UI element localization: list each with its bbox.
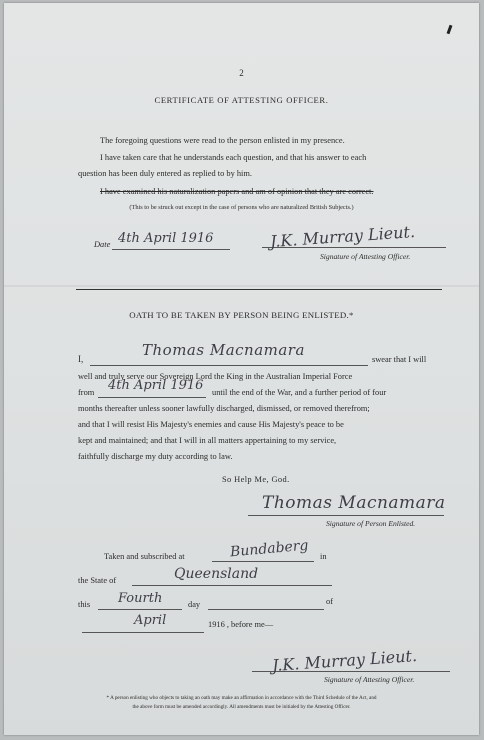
oath-line4: months thereafter unless sooner lawfully discharged, dismissed, or removed therefrom; — [78, 404, 370, 413]
from-date: 4th April 1916 — [108, 378, 204, 393]
month-value-line — [82, 632, 204, 633]
date-line — [112, 249, 230, 250]
section-divider — [76, 289, 442, 290]
oath-line2: well and truly serve our Sovereign Lord the King in the Australian Imperial Force — [78, 372, 353, 381]
state-label: the State of — [78, 576, 117, 585]
person-signature: Thomas Macnamara — [262, 493, 446, 513]
certificate-heading: CERTIFICATE OF ATTESTING OFFICER. — [154, 95, 329, 105]
date-label: Date — [94, 240, 111, 249]
date-value: 4th April 1916 — [118, 231, 214, 246]
footnote-line2: the above form must be amended accordingly. All amendments must be initialed by the Attesting Officer. — [132, 704, 351, 710]
struck-out-note: (This to be struck out except in the case of persons who are naturalized British Subjects.) — [129, 204, 354, 211]
final-officer-caption: Signature of Attesting Officer. — [324, 675, 415, 684]
oath-pronoun: I, — [78, 354, 84, 364]
officer-signature: J.K. Murray Lieut. — [269, 221, 416, 252]
certificate-para2-line2: question has been duly entered as replied to by him. — [78, 169, 252, 178]
ink-mark — [447, 25, 453, 34]
paper-fold — [4, 285, 479, 287]
officer-signature-caption: Signature of Attesting Officer. — [320, 252, 411, 261]
document-page — [4, 3, 479, 735]
from-label: from — [78, 388, 95, 397]
name-line — [90, 365, 368, 366]
oath-line5: and that I will resist His Majesty's enemies and cause His Majesty's peace to be — [78, 420, 344, 429]
oath-line6: kept and maintained; and that I will in all matters appertaining to my service, — [78, 436, 337, 445]
state-value: Queensland — [174, 566, 259, 582]
page-number: 2 — [239, 68, 244, 78]
footnote-line1: * A person enlisting who objects to taking an oath may make an affirmation in accordance with the Third Schedule of the Act, and — [106, 695, 377, 701]
enlistee-name: Thomas Macnamara — [142, 341, 305, 359]
certificate-para2-line1: I have taken care that he understands each question, and that his answer to each — [100, 153, 367, 162]
this-label: this — [78, 600, 91, 609]
person-signature-caption: Signature of Person Enlisted. — [326, 519, 416, 528]
so-help-me-god: So Help Me, God. — [222, 475, 290, 484]
struck-out-line: I have examined his naturalization papers and am of opinion that they are correct. — [100, 187, 374, 196]
subscribed-at-label: Taken and subscribed at — [104, 552, 185, 561]
place-line — [212, 561, 314, 562]
in-label: in — [320, 552, 327, 561]
oath-line1-tail: swear that I will — [372, 355, 427, 364]
subscribed-place: Bundaberg — [229, 537, 310, 561]
day-line — [98, 609, 182, 610]
year-before-me: 1916 , before me— — [208, 620, 274, 629]
day-value: Fourth — [118, 591, 163, 606]
day-label: day — [188, 600, 201, 609]
state-line — [132, 585, 332, 586]
final-officer-signature: J.K. Murray Lieut. — [271, 645, 418, 676]
oath-line7: faithfully discharge my duty according to law. — [78, 452, 233, 461]
certificate-para1: The foregoing questions were read to the person enlisted in my presence. — [100, 136, 345, 145]
person-signature-line — [248, 515, 444, 516]
of-label: of — [326, 597, 333, 606]
month-line — [208, 609, 324, 610]
month-value: April — [134, 613, 167, 628]
oath-line3-tail: until the end of the War, and a further period of four — [212, 388, 387, 397]
oath-heading: OATH TO BE TAKEN BY PERSON BEING ENLISTED.* — [129, 310, 354, 320]
from-date-line — [98, 397, 206, 398]
